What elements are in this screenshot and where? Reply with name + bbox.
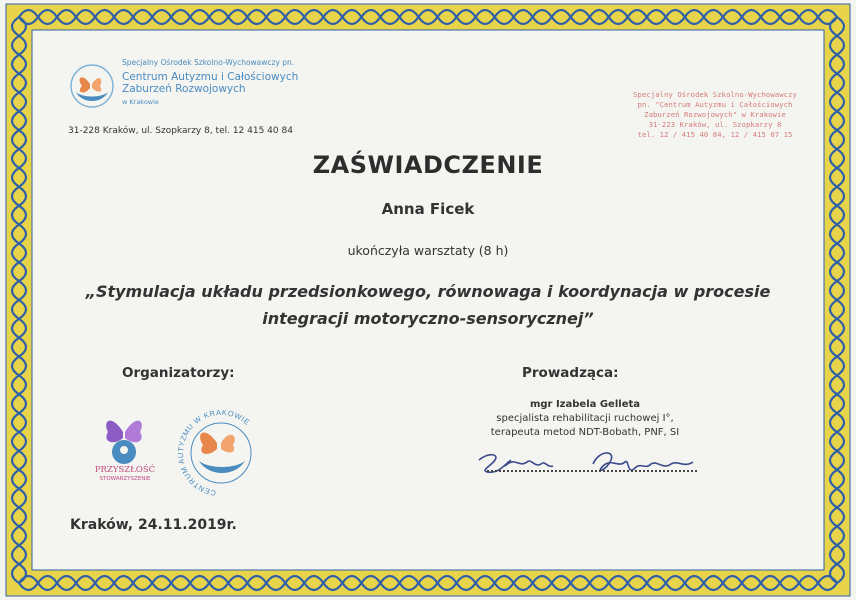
signature-line [487, 470, 697, 472]
workshop-title-line2: integracji motoryczno-sensorycznej” [262, 309, 594, 328]
stamp-line: Specjalny Ośrodek Szkolno-Wychowawczy [633, 90, 797, 99]
lead-qualification-1: specjalista rehabilitacji ruchowej I°, [496, 413, 674, 424]
lead-qualification-2: terapeuta metod NDT-Bobath, PNF, SI [490, 427, 680, 438]
issue-date: Kraków, 24.11.2019r. [70, 517, 237, 533]
centrum-autyzmu-logo-icon [68, 62, 116, 110]
stamp-line: 31-223 Kraków, ul. Szopkarzy 8 [648, 120, 782, 129]
butterfly-icon [200, 432, 217, 453]
recipient-name: Anna Ficek [381, 200, 475, 218]
certificate-title: ZAŚWIADCZENIE [312, 151, 544, 179]
butterfly-logo-icon [100, 412, 148, 464]
stamp-line: tel. 12 / 415 40 84, 12 / 415 07 15 [637, 130, 793, 139]
org-name-line2: Zaburzeń Rozwojowych [122, 83, 246, 95]
svg-text:CENTRUM AUTYZMU W KRAKOWIE [176, 408, 252, 498]
stamp-line: Zaburzeń Rozwojowych" w Krakowie [644, 110, 786, 119]
circle-logo-text: CENTRUM AUTYZMU W KRAKOWIE [175, 407, 252, 498]
signature [475, 446, 705, 482]
org-address: 31-228 Kraków, ul. Szopkarzy 8, tel. 12 415 40 84 [68, 126, 293, 136]
lead-name: mgr Izabela Gelleta [529, 399, 641, 410]
przyszlosc-subtitle: STOWARZYSZENIE [99, 476, 151, 482]
centrum-autyzmu-circle-logo [175, 407, 267, 499]
org-city-text: w Krakowie [122, 98, 159, 106]
institution-stamp [612, 90, 818, 140]
przyszlosc-name: PRZYSZŁOŚĆ [94, 465, 156, 475]
organizers-label: Organizatorzy: [122, 365, 235, 381]
workshop-title-line1: „Stymulacja układu przedsionkowego, równowaga i koordynacja w procesie [85, 282, 771, 301]
stamp-line: pn. "Centrum Autyzmu i Całościowych [637, 100, 793, 109]
lead-label: Prowadząca: [522, 365, 619, 381]
org-type-text: Specjalny Ośrodek Szkolno-Wychowawczy pn. [122, 58, 295, 67]
org-name-line1: Centrum Autyzmu i Całościowych [122, 71, 299, 83]
completion-text: ukończyła warsztaty (8 h) [347, 243, 509, 258]
